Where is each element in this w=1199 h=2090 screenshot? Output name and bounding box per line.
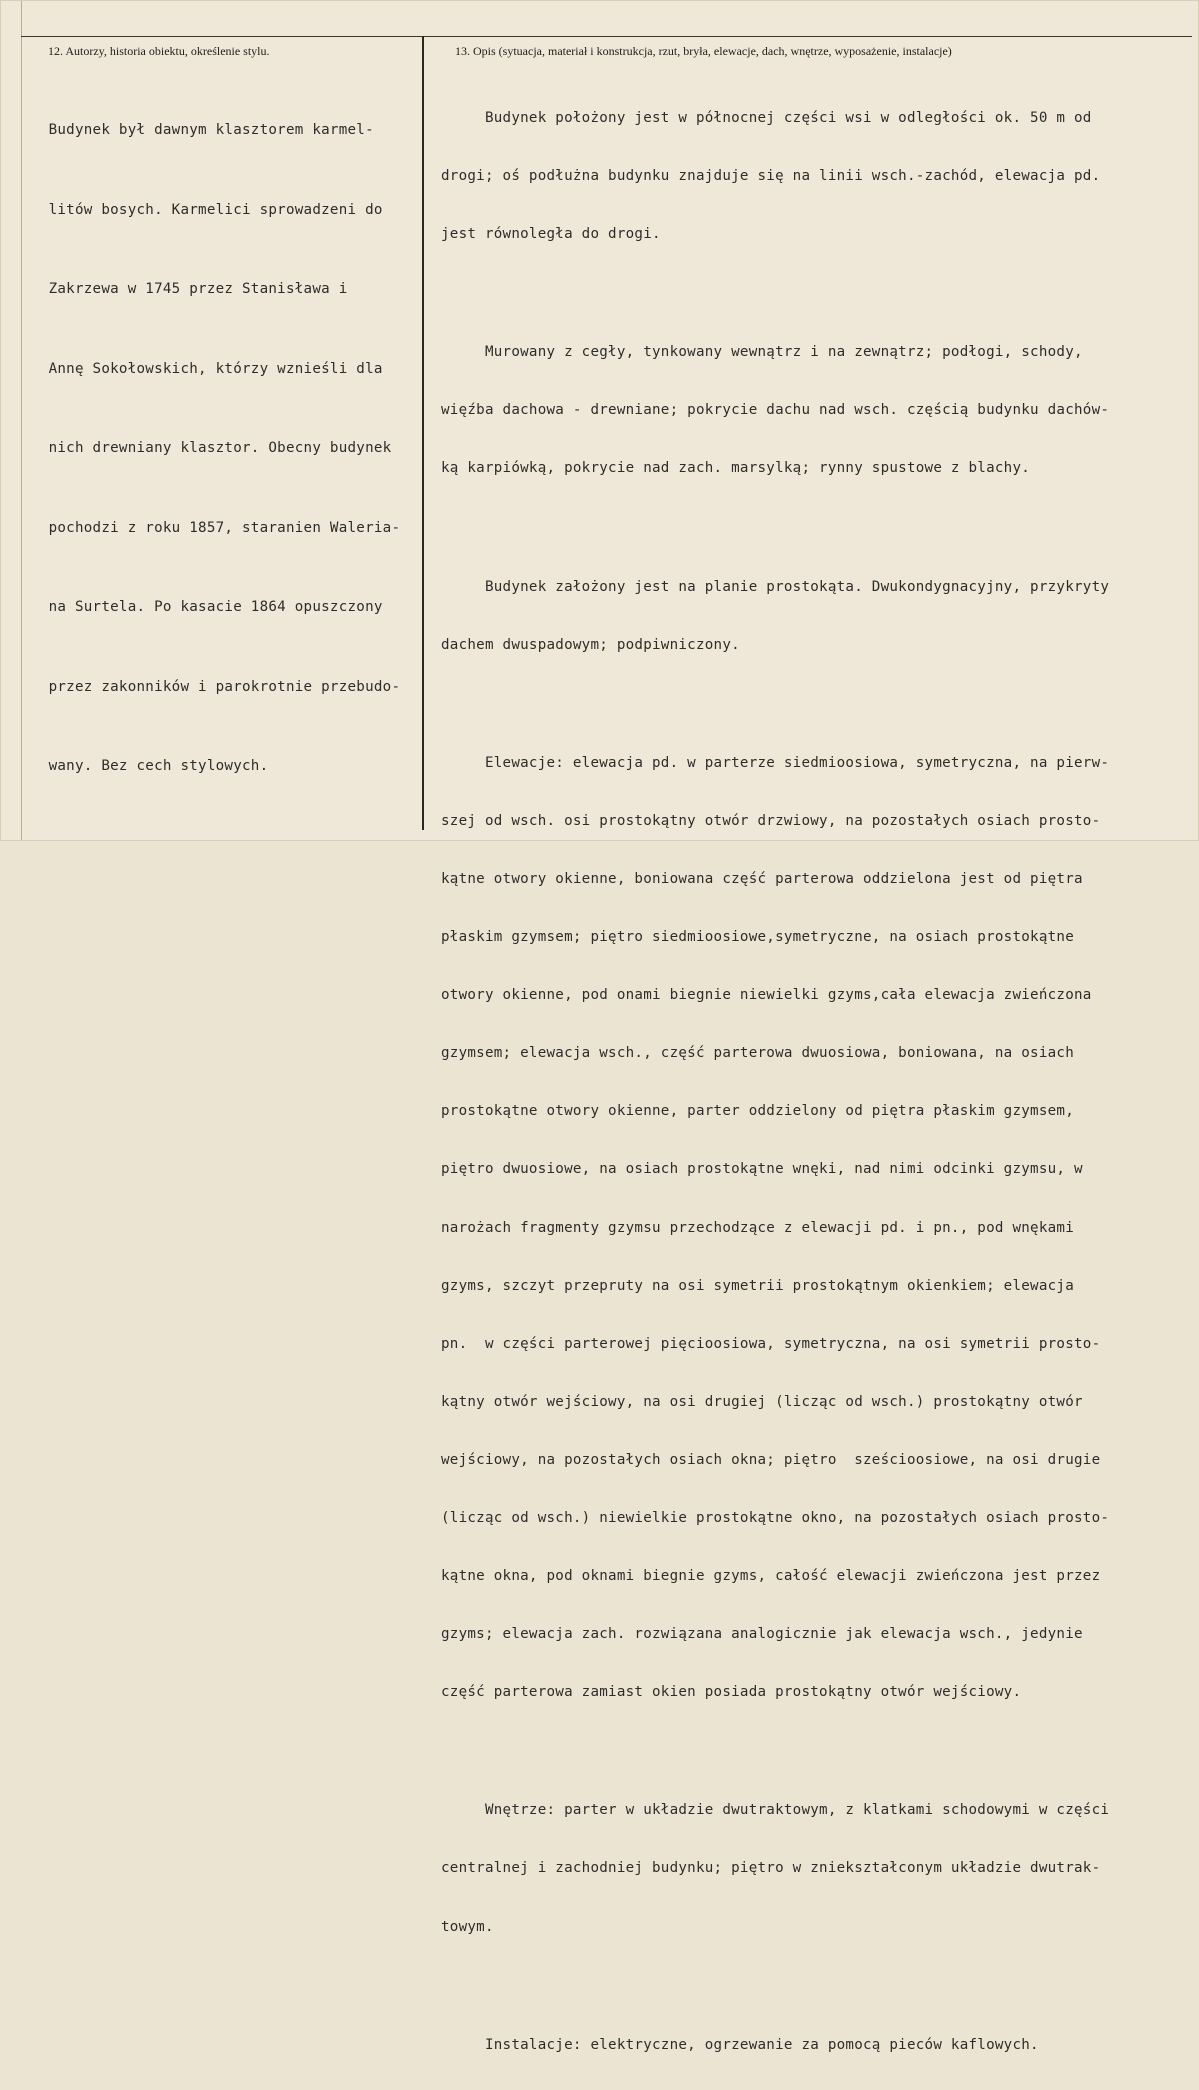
history-line: na Surtela. Po kasacie 1864 opuszczony	[31, 599, 383, 615]
description-line: jest równoległa do drogi.	[441, 226, 661, 243]
history-line: Zakrzewa w 1745 przez Stanisława i	[31, 281, 348, 297]
description-line: Budynek założony jest na planie prostokąta. Dwukondygnacyjny, przykryty	[441, 578, 1110, 595]
description-line: prostokątne otwory okienne, parter oddzielony od piętra płaskim gzymsem,	[441, 1103, 1074, 1120]
description-line: gzyms; elewacja zach. rozwiązana analogicznie jak elewacja wsch., jedynie	[441, 1626, 1083, 1643]
history-line: przez zakonników i parokrotnie przebudo-	[31, 678, 401, 695]
history-line: Annę Sokołowskich, którzy wznieśli dla	[31, 360, 383, 377]
description-line: Elewacje: elewacja pd. w parterze siedmioosiowa, symetryczna, na pierw-	[441, 754, 1110, 771]
description-line: kątny otwór wejściowy, na osi drugiej (licząc od wsch.) prostokątny otwór	[441, 1393, 1083, 1410]
description-line: kątne otwory okienne, boniowana część parterowa oddzielona jest od piętra	[441, 870, 1083, 887]
description-line: otwory okienne, pod onami biegnie niewielki gzyms,cała elewacja zwieńczona	[441, 987, 1092, 1004]
description-line: drogi; oś podłużna budynku znajduje się na linii wsch.-zachód, elewacja pd.	[441, 168, 1101, 185]
card-edge-line	[21, 1, 22, 840]
history-line: litów bosych. Karmelici sprowadzeni do	[31, 201, 383, 218]
description-line: kątne okna, pod oknami biegnie gzyms, całość elewacji zwieńczona jest przez	[441, 1568, 1101, 1585]
description-line: wejściowy, na pozostałych osiach okna; piętro sześcioosiowe, na osi drugie	[441, 1451, 1101, 1468]
column-divider	[422, 36, 424, 830]
description-line: Instalacje: elektryczne, ogrzewanie za pomocą pieców kaflowych.	[441, 2036, 1039, 2053]
description-line: gzymsem; elewacja wsch., część parterowa dwuosiowa, boniowana, na osiach	[441, 1045, 1074, 1062]
section-13-heading: 13. Opis (sytuacja, materiał i konstrukcja, rzut, bryła, elewacje, dach, wnętrze, wyposażenie, instalacje)	[455, 44, 952, 58]
section-12-heading: 12. Autorzy, historia obiektu, określenie stylu.	[48, 44, 270, 58]
history-line: nich drewniany klasztor. Obecny budynek	[31, 440, 392, 456]
history-line: pochodzi z roku 1857, staranien Waleria-	[31, 519, 401, 536]
description-line: szej od wsch. osi prostokątny otwór drzwiowy, na pozostałych osiach prosto-	[441, 812, 1101, 829]
description-line: część parterowa zamiast okien posiada prostokątny otwór wejściowy.	[441, 1684, 1022, 1701]
description-line: Murowany z cegły, tynkowany wewnątrz i na zewnątrz; podłogi, schody,	[441, 344, 1083, 361]
description-text	[441, 57, 1193, 2090]
description-line: narożach fragmenty gzymsu przechodzące z elewacji pd. i pn., pod wnękami	[441, 1219, 1074, 1236]
description-line: gzyms, szczyt przepruty na osi symetrii prostokątnym okienkiem; elewacja	[441, 1277, 1074, 1294]
header-rule	[21, 36, 1192, 37]
description-line: płaskim gzymsem; piętro siedmioosiowe,symetryczne, na osiach prostokątne	[441, 929, 1074, 946]
history-line: wany. Bez cech stylowych.	[31, 758, 269, 774]
history-text	[31, 64, 416, 833]
description-line: Budynek położony jest w północnej części wsi w odległości ok. 50 m od	[441, 110, 1092, 126]
description-line: pn. w części parterowej pięcioosiowa, symetryczna, na osi symetrii prosto-	[441, 1335, 1101, 1352]
description-line: więźba dachowa - drewniane; pokrycie dachu nad wsch. częścią budynku dachów-	[441, 402, 1110, 419]
description-line: piętro dwuosiowe, na osiach prostokątne wnęki, nad nimi odcinki gzymsu, w	[441, 1161, 1083, 1178]
description-line: towym.	[441, 1918, 494, 1935]
description-line: dachem dwuspadowym; podpiwniczony.	[441, 636, 740, 653]
description-line: ką karpiówką, pokrycie nad zach. marsylką; rynny spustowe z blachy.	[441, 460, 1031, 477]
description-line: Wnętrze: parter w układzie dwutraktowym, z klatkami schodowymi w części	[441, 1802, 1110, 1819]
description-line: centralnej i zachodniej budynku; piętro w zniekształconym układzie dwutrak-	[441, 1860, 1101, 1877]
history-line: Budynek był dawnym klasztorem karmel-	[31, 122, 374, 138]
description-line: (licząc od wsch.) niewielkie prostokątne okno, na pozostałych osiach prosto-	[441, 1509, 1110, 1526]
